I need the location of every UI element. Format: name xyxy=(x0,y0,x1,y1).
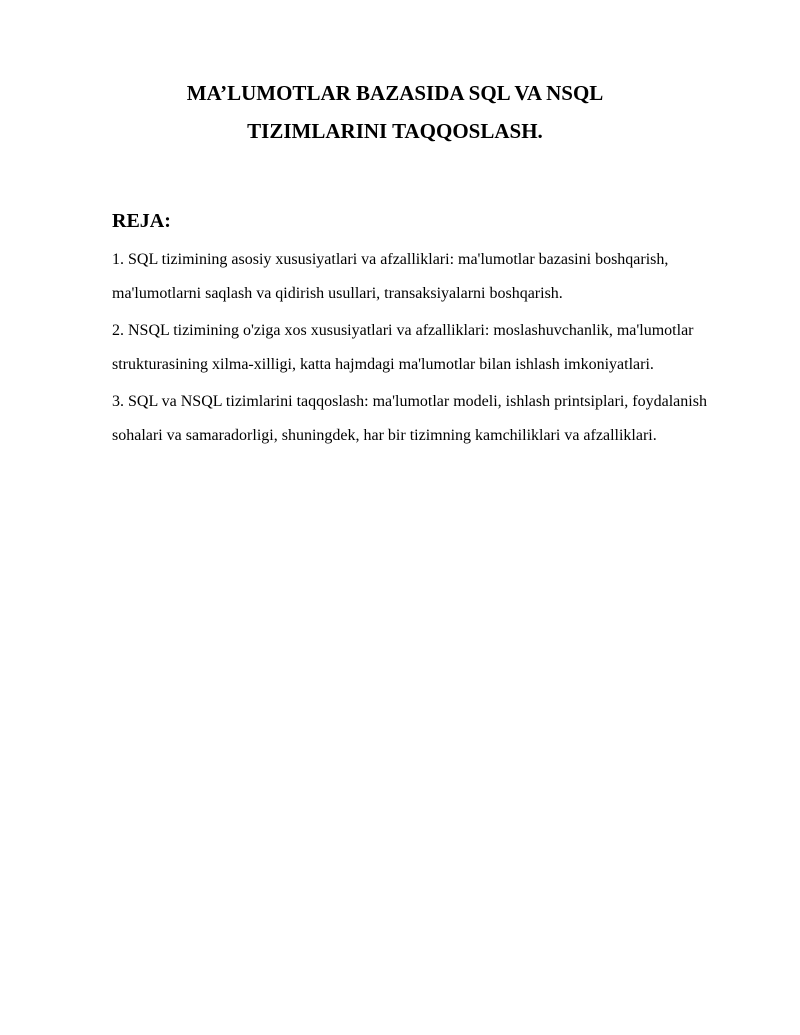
plan-item-2: 2. NSQL tizimining o'ziga xos xususiyatlari va afzalliklari: moslashuvchanlik, ma'lumotlar strukturasining xilma-xilligi, katta hajmdagi ma'lumotlar bilan ishlash imkoniyatlari. xyxy=(112,322,694,373)
document-title xyxy=(62,74,728,150)
document-title-line-2: TIZIMLARINI TAQQOSLASH. xyxy=(247,119,543,143)
plan-item-1: 1. SQL tizimining asosiy xususiyatlari va afzalliklari: ma'lumotlar bazasini boshqarish, ma'lumotlarni saqlash va qidirish usullari, transaksiyalarni boshqarish. xyxy=(112,251,669,302)
plan-heading: REJA: xyxy=(112,210,171,232)
plan-item-3: 3. SQL va NSQL tizimlarini taqqoslash: ma'lumotlar modeli, ishlash printsiplari, foydalanish sohalari va samaradorligi, shuningdek, har bir tizimning kamchiliklari va afzalliklari. xyxy=(112,393,707,444)
document-title-line-1: MA’LUMOTLAR BAZASIDA SQL VA NSQL xyxy=(186,81,604,105)
plan-list xyxy=(112,243,742,453)
